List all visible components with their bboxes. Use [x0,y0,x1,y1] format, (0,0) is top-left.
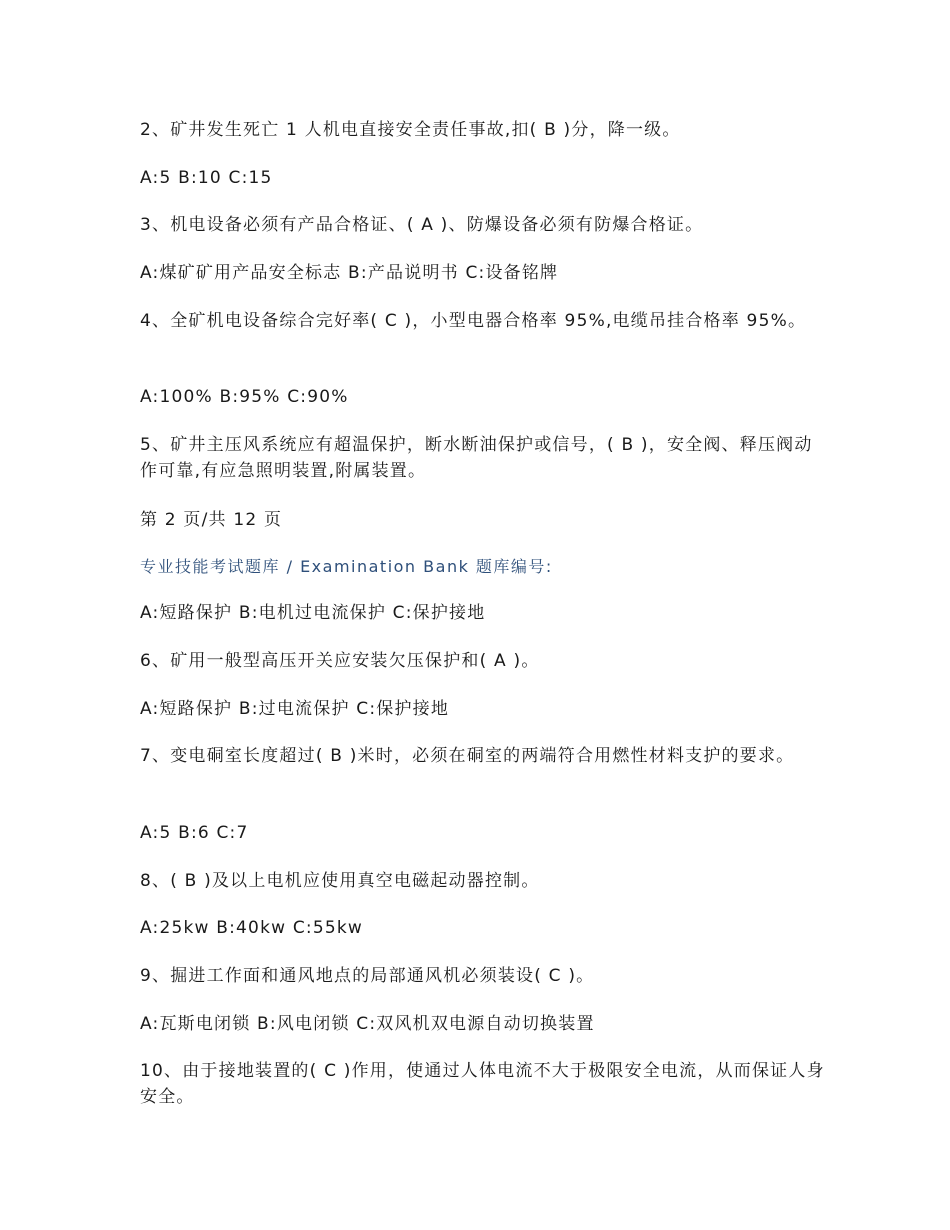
question-3-options: A:煤矿矿用产品安全标志 B:产品说明书 C:设备铭牌 [140,263,559,283]
question-3-text: 3、机电设备必须有产品合格证、( A )、防爆设备必须有防爆合格证。 [140,215,704,235]
question-9-text: 9、掘进工作面和通风地点的局部通风机必须装设( C )。 [140,966,595,986]
question-8-text: 8、( B )及以上电机应使用真空电磁起动器控制。 [140,871,540,891]
question-6-options: A:短路保护 B:过电流保护 C:保护接地 [140,699,450,719]
page-number: 第 2 页/共 12 页 [140,510,283,530]
question-5-options: A:短路保护 B:电机过电流保护 C:保护接地 [140,603,486,623]
question-2-options: A:5 B:10 C:15 [140,168,273,188]
question-10-text: 10、由于接地装置的( C )作用，使通过人体电流不大于极限安全电流，从而保证人身安全。 [140,1061,825,1107]
question-2-text: 2、矿井发生死亡 1 人机电直接安全责任事故,扣( B )分，降一级。 [140,120,681,140]
question-7-text: 7、变电硐室长度超过( B )米时，必须在硐室的两端符合用燃性材料支护的要求。 [140,746,795,766]
question-7-options: A:5 B:6 C:7 [140,823,249,843]
question-8-options: A:25kw B:40kw C:55kw [140,918,363,938]
bank-header: 专业技能考试题库 / Examination Bank 题库编号: [140,557,553,576]
question-5-text: 5、矿井主压风系统应有超温保护，断水断油保护或信号，( B )，安全阀、释压阀动作可靠,有应急照明装置,附属装置。 [140,435,813,481]
question-4-text: 4、全矿机电设备综合完好率( C )，小型电器合格率 95%,电缆吊挂合格率 95%。 [140,311,807,331]
question-4-options: A:100% B:95% C:90% [140,387,349,407]
question-6-text: 6、矿用一般型高压开关应安装欠压保护和( A )。 [140,651,540,671]
question-9-options: A:瓦斯电闭锁 B:风电闭锁 C:双风机双电源自动切换装置 [140,1014,595,1034]
